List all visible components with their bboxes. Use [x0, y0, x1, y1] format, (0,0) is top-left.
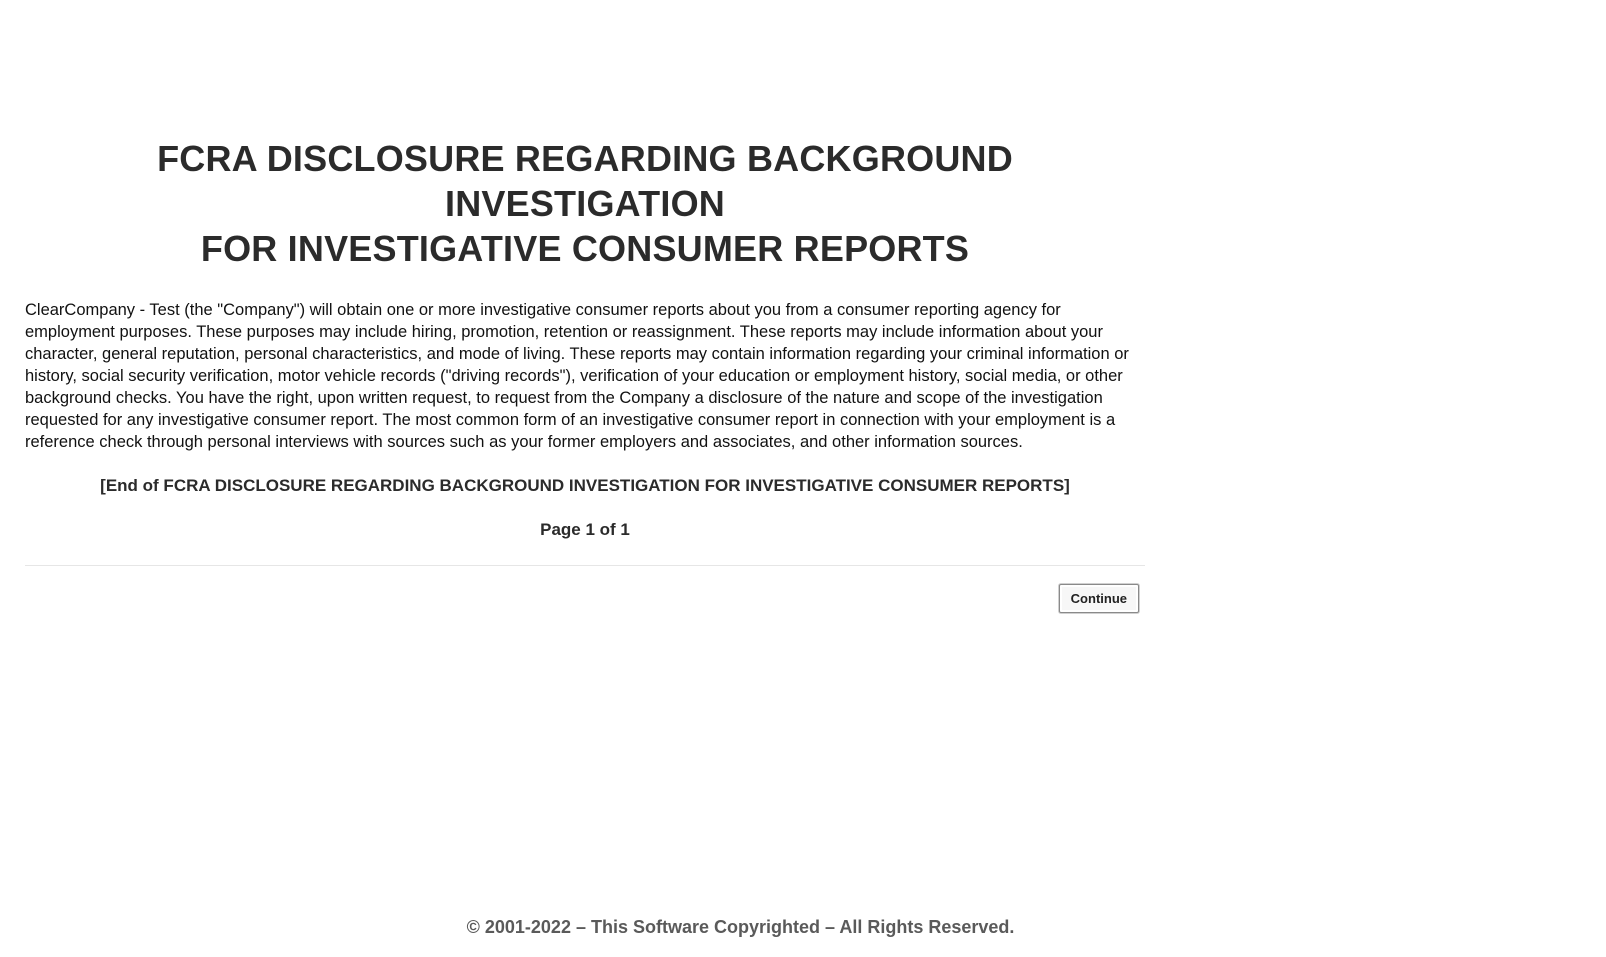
page-title — [25, 136, 1145, 271]
page-title-line-1: FCRA DISCLOSURE REGARDING BACKGROUND INVESTIGATION — [157, 138, 1013, 224]
disclosure-text: ClearCompany - Test (the "Company") will obtain one or more investigative consumer reports about you from a consumer reporting agency for employment purposes. These purposes may include hiring, promotion, retention or reassignment. These reports may include information about your character, general reputation, personal characteristics, and mode of living. These reports may contain information regarding your criminal information or history, social security verification, motor vehicle records ("driving records"), verification of your education or employment history, social media, or other background checks. You have the right, upon written request, to request from the Company a disclosure of the nature and scope of the investigation requested for any investigative consumer report. The most common form of an investigative consumer report in connection with your employment is a reference check through personal interviews with sources such as your former employers and associates, and other information sources. — [25, 301, 1129, 451]
disclosure-content — [25, 136, 1145, 613]
page-title-line-2: FOR INVESTIGATIVE CONSUMER REPORTS — [200, 228, 970, 269]
end-of-disclosure-note: [End of FCRA DISCLOSURE REGARDING BACKGROUND INVESTIGATION FOR INVESTIGATIVE CONSUMER REPORTS] — [100, 476, 1070, 495]
page-indicator: Page 1 of 1 — [540, 520, 630, 539]
copyright-footer: © 2001-2022 – This Software Copyrighted – All Rights Reserved. — [466, 917, 1015, 937]
action-row — [25, 584, 1145, 613]
continue-button[interactable]: Continue — [1059, 584, 1139, 613]
divider — [25, 565, 1145, 566]
